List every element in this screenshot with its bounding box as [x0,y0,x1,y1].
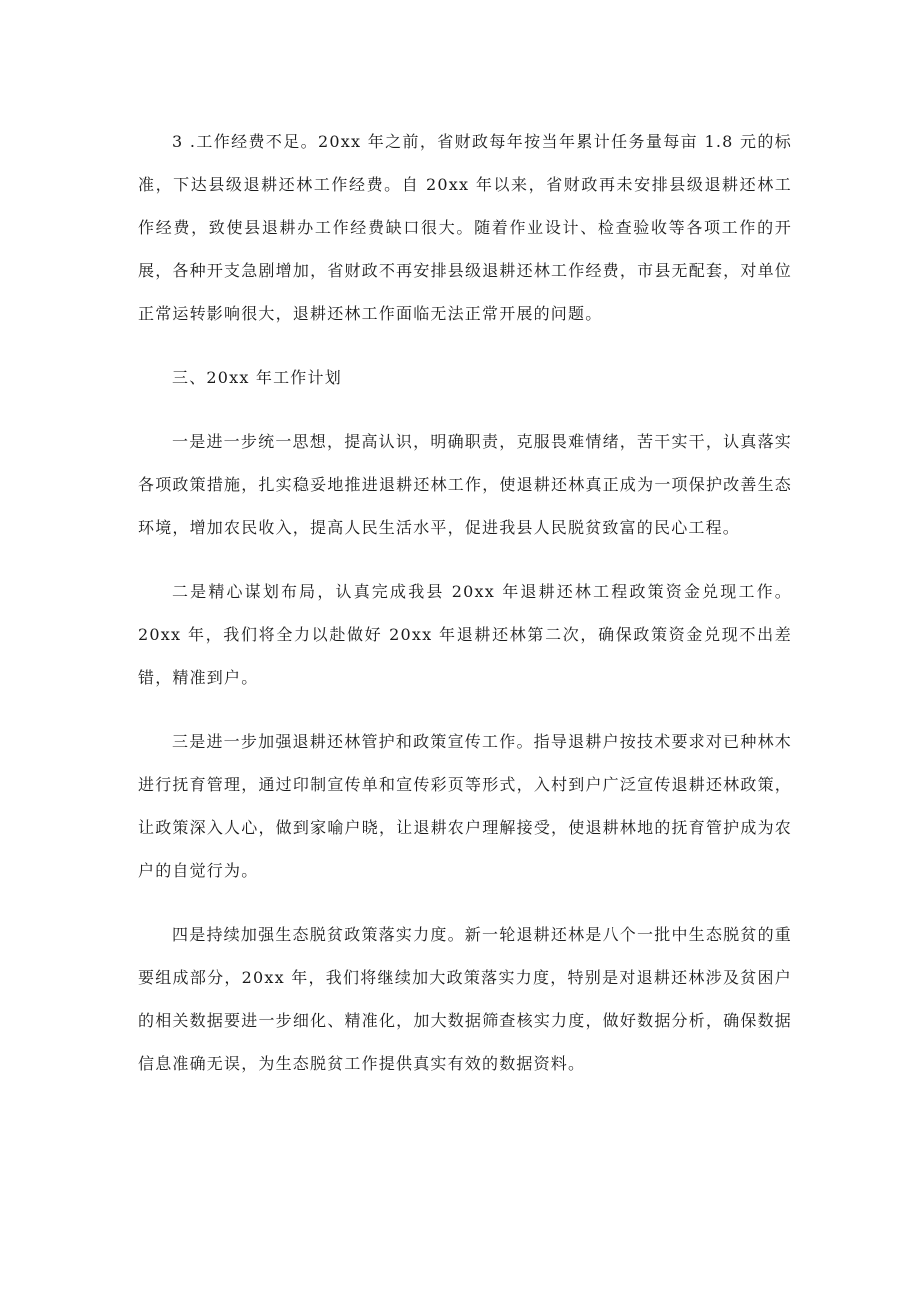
paragraph-funding-shortage: 3 .工作经费不足。20xx 年之前，省财政每年按当年累计任务量每亩 1.8 元的标准，下达县级退耕还林工作经费。自 20xx 年以来，省财政再未安排县级退耕还林工作经费，致使县退耕办工作经费缺口很大。随着作业设计、检查验收等各项工作的开展，各种开支急剧增加，省财政不再安排县级退耕还林工作经费，市县无配套，对单位正常运转影响很大，退耕还林工作面临无法正常开展的问题。 [138,132,792,323]
paragraph-plan-three: 三是进一步加强退耕还林管护和政策宣传工作。指导退耕户按技术要求对已种林木进行抚育管理，通过印制宣传单和宣传彩页等形式，入村到户广泛宣传退耕还林政策，让政策深入人心，做到家喻户晓，让退耕农户理解接受，使退耕林地的抚育管护成为农户的自觉行为。 [138,732,792,880]
paragraph-plan-one: 一是进一步统一思想，提高认识，明确职责，克服畏难情绪，苦干实干，认真落实各项政策措施，扎实稳妥地推进退耕还林工作，使退耕还林真正成为一项保护改善生态环境，增加农民收入，提高人民生活水平，促进我县人民脱贫致富的民心工程。 [138,432,792,537]
section-heading-work-plan: 三、20xx 年工作计划 [172,368,342,387]
paragraph-plan-four: 四是持续加强生态脱贫政策落实力度。新一轮退耕还林是八个一批中生态脱贫的重要组成部分，20xx 年，我们将继续加大政策落实力度，特别是对退耕还林涉及贫困户的相关数据要进一步细化、精准化，加大数据筛查核实力度，做好数据分析，确保数据信息准确无误，为生态脱贫工作提供真实有效的数据资料。 [138,925,792,1073]
paragraph-plan-two: 二是精心谋划布局，认真完成我县 20xx 年退耕还林工程政策资金兑现工作。20xx 年，我们将全力以赴做好 20xx 年退耕还林第二次，确保政策资金兑现不出差错，精准到户。 [138,582,792,687]
document-page [138,120,792,1085]
